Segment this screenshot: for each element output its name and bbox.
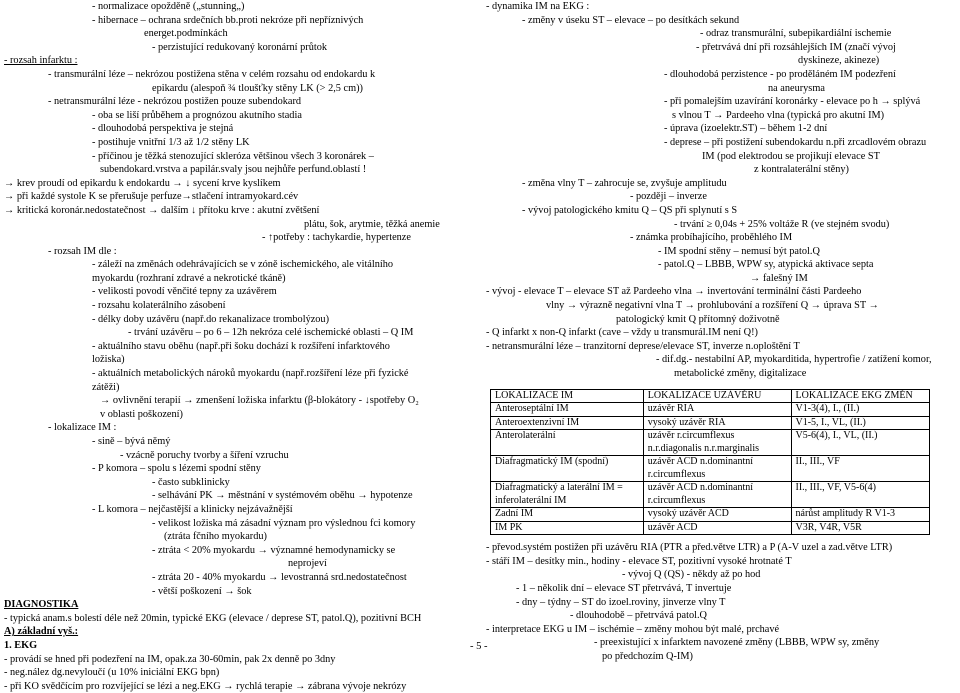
text-line: - rozsah IM dle : [48, 245, 117, 257]
table-cell: Anteroextenzivní IM [491, 416, 644, 430]
text-line: - interpretace EKG u IM – ischémie – změny mohou být malé, prchavé [486, 623, 780, 635]
text-line: (ztráta fčního myokardu) [164, 531, 267, 543]
conduction-section [486, 541, 956, 663]
text-line: - rozsah infarktu : [4, 55, 78, 67]
table-row [491, 430, 930, 456]
text-line: - odraz transmurální, subepikardiální ischemie [700, 28, 892, 40]
text-line: → ovlivnění terapií → zmenšení ložiska infarktu (β-blokátory - ↓spotřeby O₂ [100, 395, 419, 407]
text-line: - neg.nález dg.nevyloučí (u 10% iniciální EKG bpn) [4, 667, 220, 679]
text-line: - sině – bývá němý [92, 436, 171, 447]
text-line: na aneurysma [768, 82, 825, 94]
text-line: - při pomalejším uzavírání koronárky - elevace po h → splývá [664, 96, 921, 108]
ekg-dynamics-section [486, 0, 956, 381]
text-line: - dlouhodobě – přetrvává patol.Q [570, 610, 707, 622]
text-line: - Q infarkt x non-Q infarkt (cave – vždy u transmurál.IM není Q!) [486, 327, 758, 339]
text-line: - hibernace – ochrana srdečních bb.proti nekróze při nepříznivých [92, 14, 364, 26]
table-cell: Diafragmatický IM (spodní) [491, 456, 644, 482]
text-line: - příčinou je těžká stenozující skleróza většinou všech 3 koronárek – [92, 150, 374, 162]
text-line: metabolické změny, digitalizace [674, 368, 807, 380]
table-cell: Diafragmatický a laterální IM = inferolaterální IM [491, 482, 644, 508]
text-line: plátu, šok, arytmie, těžká anemie [304, 218, 440, 230]
table-row [491, 403, 930, 417]
text-line: → falešný IM [750, 272, 808, 284]
text-line: neprojeví [288, 558, 327, 570]
table-cell: V3R, V4R, V5R [791, 521, 930, 535]
text-line: - netransmurální léze - nekrózou postižen pouze subendokard [48, 96, 302, 108]
table-cell: vysoký uzávěr RIA [643, 416, 791, 430]
text-line: → krev proudí od epikardu k endokardu → ↓ sycení krve kyslíkem [4, 177, 281, 189]
text-line: - selhávání PK → městnání v systémovém oběhu → hypotenze [152, 490, 413, 502]
right-column [486, 0, 956, 663]
text-line: - transmurální léze – nekrózou postižena stěna v celém rozsahu od endokardu k [48, 68, 376, 80]
table-cell: V1-5, I., VL, (II.) [791, 416, 930, 430]
table-cell: II., III., VF, V5-6(4) [791, 482, 930, 508]
left-column [4, 0, 476, 693]
localization-table [490, 389, 930, 536]
text-line: - dif.dg.- nestabilní AP, myokarditida, hypertrofie / zatížení komor, [656, 354, 932, 366]
table-header-cell: LOKALIZACE UZÁVĚRU [643, 389, 791, 403]
text-line: - vývoj - elevace T – elevace ST až Pardeeho vlna → invertování terminální části Pardeeho [486, 286, 862, 298]
table-cell: vysoký uzávěr ACD [643, 508, 791, 522]
text-line: - patol.Q – LBBB, WPW sy, atypická aktivace septa [658, 259, 874, 271]
table-row [491, 508, 930, 522]
table-cell: V1-3(4), I., (II.) [791, 403, 930, 417]
text-line: - dny – týdny – ST do izoel.roviny, jinverze vlny T [516, 596, 726, 608]
text-line: - změny v úseku ST – elevace – po desítkách sekund [522, 14, 740, 26]
text-line: vlny → výrazně negativní vlna T → prohlubování a rozšíření Q → úprava ST → [546, 300, 879, 312]
text-line: - dlouhodobá perspektiva je stejná [92, 123, 234, 135]
table-row [491, 456, 930, 482]
table-header-row [491, 389, 930, 403]
text-line: - deprese – při postižení subendokardu n.při zrcadlovém obrazu [664, 136, 927, 148]
text-line: - aktuálního stavu oběhu (např.při šoku dochází k rozšíření infarktového [92, 340, 390, 352]
text-line: - stáří IM – desítky min., hodiny - elevace ST, pozitivní vysoké hrotnaté T [486, 555, 792, 567]
text-line: - vzácně poruchy tvorby a šíření vzruchu [120, 449, 289, 461]
text-line: - rozsahu kolaterálního zásobení [92, 300, 226, 312]
text-line: - trvání uzávěru – po 6 – 12h nekróza celé ischemické oblasti – Q IM [128, 327, 414, 339]
text-line: - P komora – spolu s lézemi spodní stěny [92, 463, 261, 475]
text-line: - dlouhodobá perzistence - po proděláném IM podezření [664, 68, 896, 80]
text-line: → kritická koronár.nedostatečnost → dalším ↓ přítoku krve : akutní zvětšení [4, 204, 320, 216]
text-line: IM (pod elektrodou se projikují elevace ST [702, 150, 880, 162]
text-line: zátěži) [92, 381, 120, 393]
text-line: - typická anam.s bolestí déle než 20min, typické EKG (elevace / deprese ST, patol.Q), pozitivní BCH [4, 612, 422, 624]
text-line: - 1 – několik dní – elevace ST přetrvává, T invertuje [516, 582, 732, 594]
table-cell: V5-6(4), I., VL, (II.) [791, 430, 930, 456]
text-line: - přetrvává dní při rozsáhlejších IM (značí vývoj [696, 41, 896, 53]
text-line: - oba se liší průběhem a prognózou akutního stadia [92, 109, 302, 121]
table-cell: nárůst amplitudy R V1-3 [791, 508, 930, 522]
text-line: - aktuálních metabolických nároků myokardu (např.rozšíření léze při fyzické [92, 368, 409, 380]
text-line: - trvání ≥ 0,04s + 25% voltáže R (ve stejném svodu) [674, 218, 890, 230]
text-line: - netransmurální léze – tranzitorní deprese/elevace ST, inverze n.oploštění T [486, 340, 800, 352]
text-line: - často subklinicky [152, 476, 230, 488]
text-line: dyskineze, akineze) [798, 55, 880, 67]
text-line: - větší poškození → šok [152, 585, 252, 597]
text-line: z kontralaterální stěny) [754, 164, 849, 176]
text-line: energet.podmínkách [144, 28, 228, 40]
text-line: - ztráta < 20% myokardu → významné hemodynamicky se [152, 544, 396, 556]
text-line: - vývoj Q (QS) - někdy až po hod [622, 569, 761, 581]
text-line: subendokard.vrstva a papilár.svaly jsou nejhůře perfund.oblastí ! [100, 164, 367, 176]
table-cell: uzávěr r.circumflexus n.r.diagonalis n.r.marginalis [643, 430, 791, 456]
text-line: v oblasti poškození) [100, 408, 183, 420]
table-header-cell: LOKALIZACE EKG ZMĚN [791, 389, 930, 403]
table-row [491, 521, 930, 535]
text-line: - postihuje vnitřní 1/3 až 1/2 stěny LK [92, 136, 250, 148]
text-line: 1. EKG [4, 639, 38, 651]
text-line: - známka probíhajícího, proběhlého IM [630, 232, 793, 244]
table-cell: uzávěr RIA [643, 403, 791, 417]
text-line: → při každé systole K se přerušuje perfuze→stlačení intramyokard.cév [4, 191, 299, 203]
text-line: - úprava (izoelektr.ST) – během 1-2 dní [664, 123, 828, 135]
text-line: - při KO svědčícím pro rozvíjející se lézi a neg.EKG → rychlá terapie → zábrana vývoje nekrózy [4, 680, 407, 692]
table-row [491, 416, 930, 430]
table-cell: uzávěr ACD [643, 521, 791, 535]
text-line: - dynamika IM na EKG : [486, 1, 590, 12]
table-cell: uzávěr ACD n.dominantní r.circumflexus [643, 482, 791, 508]
text-line: - provádí se hned při podezření na IM, opak.za 30-60min, pak 2x denně po 3dny [4, 653, 336, 665]
text-line: myokardu (rozhraní zdravé a nekrotické tkáně) [92, 272, 286, 284]
text-line: A) základní vyš.: [4, 626, 79, 638]
text-line: - změna vlny T – zahrocuje se, zvyšuje amplitudu [522, 177, 727, 189]
text-line: - ↑potřeby : tachykardie, hypertenze [262, 232, 411, 244]
table-cell: IM PK [491, 521, 644, 535]
text-line: - délky doby uzávěru (např.do rekanalizace trombolýzou) [92, 313, 330, 325]
table-cell: Anterolaterální [491, 430, 644, 456]
text-line: DIAGNOSTIKA [4, 599, 79, 611]
text-line: ložiska) [92, 354, 125, 366]
table-cell: Anteroseptální IM [491, 403, 644, 417]
page-number: - 5 - [470, 641, 488, 652]
text-line: patologický kmit Q přítomný doživotně [616, 313, 780, 325]
text-line: - IM spodní stěny – nemusí být patol.Q [658, 245, 820, 257]
text-line: - lokalizace IM : [48, 422, 117, 434]
table-cell: uzávěr ACD n.dominantní r.circumflexus [643, 456, 791, 482]
table-header-cell: LOKALIZACE IM [491, 389, 644, 403]
text-line: - perzistující redukovaný koronární průtok [152, 41, 327, 53]
text-line: s vlnou T → Pardeeho vlna (typická pro akutní IM) [672, 109, 885, 121]
text-line: - L komora – nejčastější a klinicky nejzávažnější [92, 503, 293, 515]
table-cell: Zadní IM [491, 508, 644, 522]
text-line: - převod.systém postižen při uzávěru RIA (PTR a před.větve LTR) a P (A-V uzel a zad.větve LTR) [486, 542, 893, 554]
text-line: - záleží na změnách odehrávajících se v zóně ischemického, ale vitálního [92, 259, 394, 271]
text-line: - ztráta 20 - 40% myokardu → levostranná srd.nedostatečnost [152, 571, 407, 583]
text-line: - vývoj patologického kmitu Q – QS při splynutí s S [522, 204, 738, 216]
text-line: - preexistující x infarktem navozené změny (LBBB, WPW sy, změny [594, 637, 880, 649]
text-line: - normalizace opožděně („stunning„) [92, 1, 245, 12]
text-line: po předchozím Q-IM) [602, 650, 693, 662]
text-line: epikardu (alespoň ¾ tloušťky stěny LK (> 2,5 cm)) [152, 82, 363, 94]
table-cell: II., III., VF [791, 456, 930, 482]
text-line: - velikosti povodí věnčité tepny za uzávěrem [92, 286, 277, 298]
text-line: - později – inverze [630, 191, 707, 203]
text-line: - velikost ložiska má zásadní význam pro výslednou fci komory [152, 517, 416, 529]
table-row [491, 482, 930, 508]
